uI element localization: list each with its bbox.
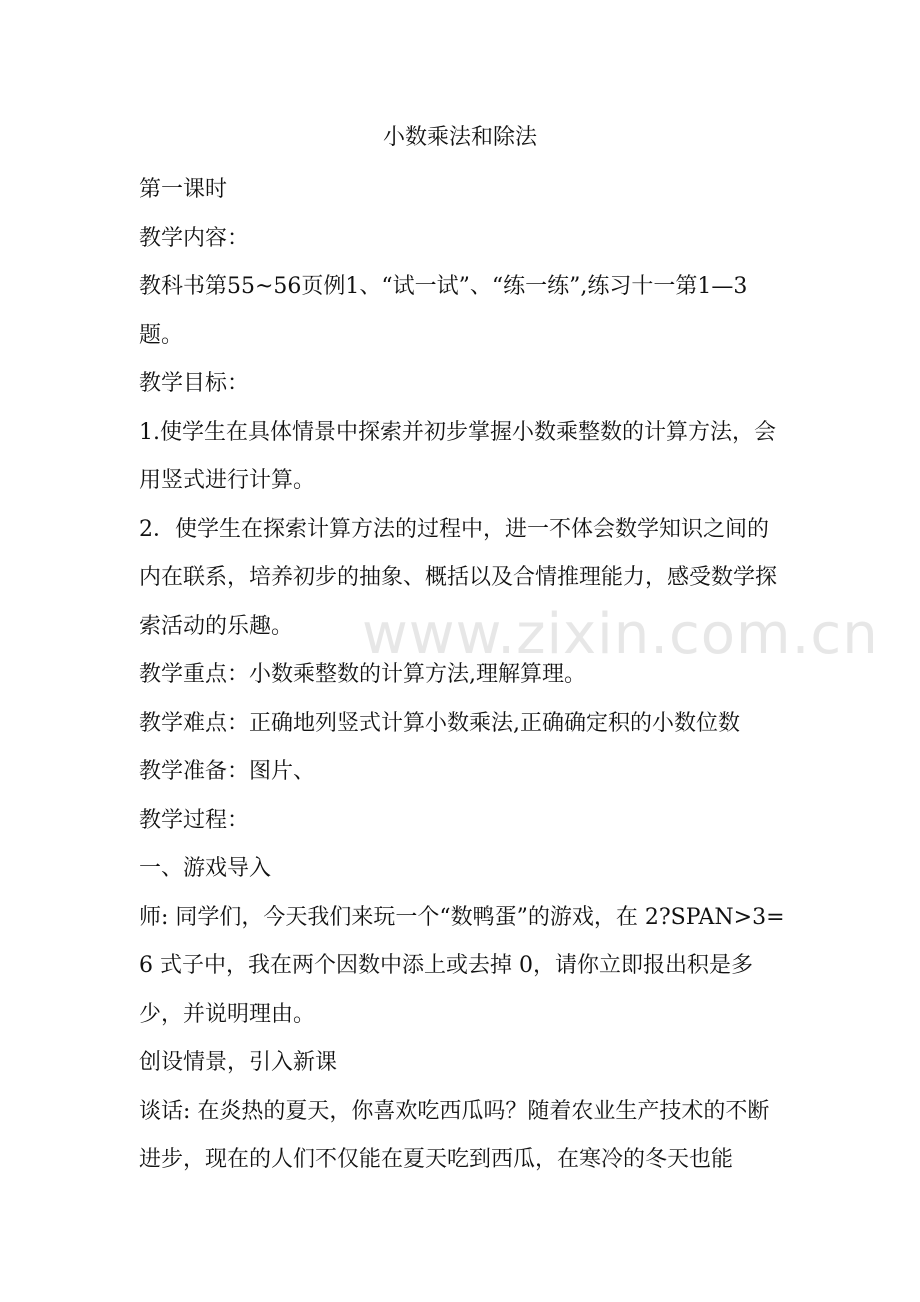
paragraph-goals-heading: 教学目标：	[139, 371, 250, 396]
document-title: 小数乘法和除法	[382, 125, 537, 150]
paragraph-content-heading: 教学内容：	[139, 225, 250, 251]
paragraph-goal-1: 1.使学生在具体情景中探索并初步掌握小数乘整数的计算方法，会用竖式进行计算。	[139, 419, 776, 493]
paragraph-process-heading: 教学过程：	[139, 807, 250, 833]
paragraph-preparation: 教学准备：图片、	[139, 759, 316, 784]
paragraph-goal-2: 2．使学生在探索计算方法的过程中，进一不体会数学知识之间的内在联系，培养初步的抽象、概括以及合情推理能力，感受数学探索活动的乐趣。	[139, 516, 778, 639]
paragraph-conversation: 谈话: 在炎热的夏天，你喜欢吃西瓜吗？随着农业生产技术的不断进步，现在的人们不仅能在夏天吃到西瓜，在寒冷的冬天也能	[139, 1098, 770, 1172]
paragraph-content: 教科书第55~56页例1、“试一试”、“练一练”,练习十一第1—3题。	[139, 274, 748, 348]
watermark: www.zixin.com.cn	[362, 602, 879, 667]
paragraph-difficulty: 教学难点：正确地列竖式计算小数乘法,正确确定积的小数位数	[139, 710, 740, 736]
paragraph-key-point: 教学重点：小数乘整数的计算方法,理解算理。	[139, 662, 586, 687]
document-body	[139, 166, 787, 1185]
paragraph-teacher-intro: 师: 同学们，今天我们来玩一个“数鸭蛋”的游戏，在 2?SPAN>3=6 式子中，我在两个因数中添上或去掉 0，请你立即报出积是多少，并说明理由。	[139, 904, 785, 1027]
paragraph-scenario-heading: 创设情景，引入新课	[139, 1050, 338, 1075]
paragraph-section-1: 一、游戏导入	[139, 856, 272, 881]
paragraph-lesson-period: 第一课时	[139, 177, 228, 202]
